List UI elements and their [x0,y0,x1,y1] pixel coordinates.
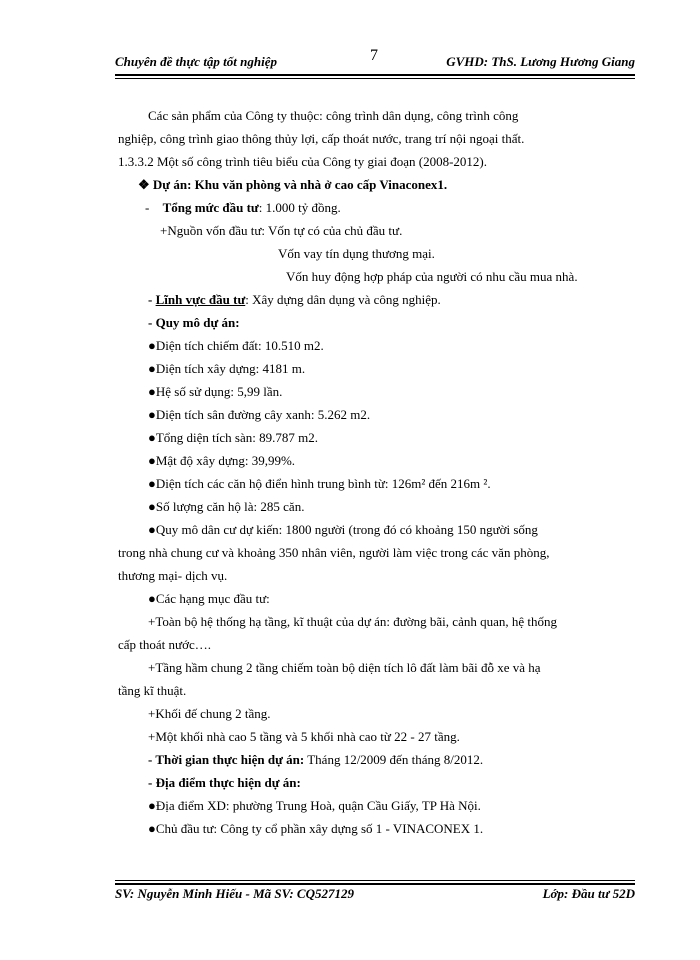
dash-marker: - [145,200,150,215]
section-heading: 1.3.3.2 Một số công trình tiêu biểu của Công ty giai đoạn (2008-2012). [118,154,488,169]
scale-item: ●Diện tích chiếm đất: 10.510 m2. [148,338,324,353]
scale-heading: - Quy mô dự án: [148,315,240,330]
paragraph-products-line-2: nghiệp, công trình giao thông thủy lợi, cấp thoát nước, trang trí nội ngoại thất. [118,131,525,146]
capital-source-line-3: Vốn huy động hợp pháp của người có nhu cầu mua nhà. [286,269,578,284]
page-number: 7 [370,47,378,64]
investment-line [145,200,341,216]
scale-item: ●Số lượng căn hộ là: 285 căn. [148,499,305,514]
scale-item: ●Diện tích sân đường cây xanh: 5.262 m2. [148,407,371,422]
investment-value: : 1.000 tỷ đồng. [258,200,341,215]
time-line [148,752,483,768]
investment-item-2-line-1: +Tầng hầm chung 2 tầng chiếm toàn bộ diện tích lô đất làm bãi đỗ xe và hạ [148,660,541,675]
capital-source-line-2: Vốn vay tín dụng thương mại. [278,246,435,261]
scale-item: ●Diện tích các căn hộ điển hình trung bình từ: 126m² đến 216m ². [148,476,491,491]
field-value: : Xây dựng dân dụng và công nghiệp. [245,292,441,307]
header-report-title: Chuyên đề thực tập tốt nghiệp [115,54,277,69]
investment-item-3: +Khối đế chung 2 tầng. [148,706,271,721]
time-value: Tháng 12/2009 đến tháng 8/2012. [304,752,484,767]
population-line-3: thương mại- dịch vụ. [118,568,228,583]
footer-student: SV: Nguyễn Minh Hiếu - Mã SV: CQ527129 [115,886,354,901]
project-title [138,177,447,193]
diamond-bullet-icon: ❖ [138,177,150,192]
population-line-1: ●Quy mô dân cư dự kiến: 1800 người (trong đó có khoảng 150 người sống [148,522,538,537]
page-header [115,44,635,74]
page-footer [115,886,635,906]
scale-item: ●Hệ số sử dụng: 5,99 lần. [148,384,283,399]
header-supervisor: GVHD: ThS. Lương Hương Giang [446,54,635,69]
time-label: - Thời gian thực hiện dự án: [148,752,305,767]
investment-item-1-line-1: +Toàn bộ hệ thống hạ tầng, kĩ thuật của dự án: đường bãi, cảnh quan, hệ thống [148,614,557,629]
paragraph-products-line-1: Các sản phẩm của Công ty thuộc: công trình dân dụng, công trình công [148,108,519,123]
investment-item-1-line-2: cấp thoát nước…. [118,637,211,652]
investment-label: Tổng mức đầu tư [162,200,259,215]
population-line-2: trong nhà chung cư và khoảng 350 nhân viên, người làm việc trong các văn phòng, [118,545,550,560]
owner-item: ●Chủ đầu tư: Công ty cổ phần xây dựng số 1 - VINACONEX 1. [148,821,484,836]
scale-item: ●Diện tích xây dựng: 4181 m. [148,361,306,376]
investment-item-2-line-2: tầng kĩ thuật. [118,683,187,698]
investment-item-4: +Một khối nhà cao 5 tầng và 5 khối nhà cao từ 22 - 27 tầng. [148,729,460,744]
scale-item: ●Tổng diện tích sàn: 89.787 m2. [148,430,318,445]
location-heading: - Địa điểm thực hiện dự án: [148,775,301,790]
capital-source-line-1: +Nguồn vốn đầu tư: Vốn tự có của chủ đầu tư. [160,223,403,238]
header-divider [115,74,635,79]
footer-divider [115,880,635,885]
field-line [148,292,441,308]
scale-item: ●Mật độ xây dựng: 39,99%. [148,453,296,468]
investment-items-heading: ●Các hạng mục đầu tư: [148,591,270,606]
project-title-text: Dự án: Khu văn phòng và nhà ở cao cấp Vinaconex1. [152,177,448,192]
field-prefix: - [148,292,156,307]
footer-class: Lớp: Đầu tư 52D [542,886,635,901]
field-label: Lĩnh vực đầu tư [155,292,246,307]
location-item: ●Địa điểm XD: phường Trung Hoà, quận Cầu Giấy, TP Hà Nội. [148,798,481,813]
